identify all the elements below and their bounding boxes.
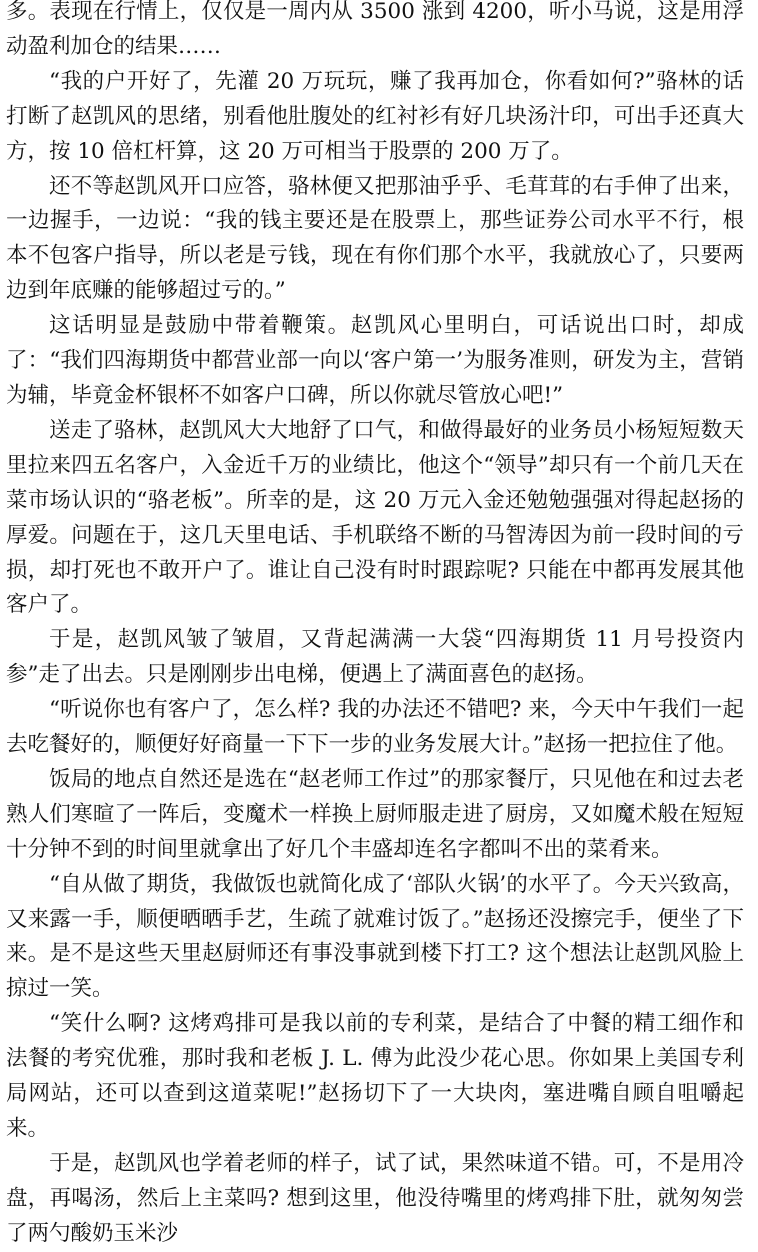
paragraph-8: 饭局的地点自然还是选在“赵老师工作过”的那家餐厅，只见他在和过去老熟人们寒暄了一阵后，变魔术一样换上厨师服走进了厨房，又如魔术般在短短十分钟不到的时间里就拿出了好几个丰盛却连名字都叫不出的菜肴来。 <box>6 766 744 862</box>
paragraph-3: 还不等赵凯风开口应答，骆林便又把那油乎乎、毛茸茸的右手伸了出来，一边握手，一边说：“我的钱主要还是在股票上，那些证券公司水平不行，根本不包客户指导，所以老是亏钱，现在有你们那个水平，我就放心了，只要两边到年底赚的能够超过亏的。” <box>6 173 744 304</box>
paragraph-4: 这话明显是鼓励中带着鞭策。赵凯风心里明白，可话说出口时，却成了：“我们四海期货中都营业部一向以‘客户第一’为服务准则，研发为主，营销为辅，毕竟金杯银杯不如客户口碑，所以你就尽管放心吧!” <box>6 313 744 408</box>
paragraph-1: 多。表现在行情上，仅仅是一周内从 3500 涨到 4200，听小马说，这是用浮动盈利加仓的结果…… <box>6 0 744 59</box>
paragraph-7: “听说你也有客户了，怎么样? 我的办法还不错吧? 来，今天中午我们一起去吃餐好的，顺便好好商量一下下一步的业务发展大计。”赵扬一把拉住了他。 <box>6 697 744 758</box>
paragraph-11: 于是，赵凯风也学着老师的样子，试了试，果然味道不错。可，不是用冷盘，再喝汤，然后上主菜吗? 想到这里，他没待嘴里的烤鸡排下肚，就匆匆尝了两勺酸奶玉米沙 <box>6 1150 744 1246</box>
paragraph-10: “笑什么啊? 这烤鸡排可是我以前的专利菜，是结合了中餐的精工细作和法餐的考究优雅，那时我和老板 J. L. 傅为此没少花心思。你如果上美国专利局网站，还可以查到这道菜呢!”赵扬切下了一大块肉，塞进嘴自顾自咀嚼起来。 <box>6 1011 744 1141</box>
paragraph-6: 于是，赵凯风皱了皱眉，又背起满满一大袋“四海期货 11 月号投资内参”走了出去。只是刚刚步出电梯，便遇上了满面喜色的赵扬。 <box>6 627 744 688</box>
paragraph-5: 送走了骆林，赵凯风大大地舒了口气，和做得最好的业务员小杨短短数天里拉来四五名客户，入金近千万的业绩比，他这个“领导”却只有一个前几天在菜市场认识的“骆老板”。所幸的是，这 20 万元入金还勉勉强强对得起赵扬的厚爱。问题在于，这几天里电话、手机联络不断的马智涛因为前一段时间的亏损，却打死也不敢开户了。谁让自己没有时时跟踪呢? 只能在中都再发展其他客户了。 <box>6 417 744 618</box>
paragraph-9: “自从做了期货，我做饭也就简化成了‘部队火锅’的水平了。今天兴致高，又来露一手，顺便晒晒手艺，生疏了就难讨饭了。”赵扬还没擦完手，便坐了下来。是不是这些天里赵厨师还有事没事就到楼下打工? 这个想法让赵凯风脸上掠过一笑。 <box>6 871 744 1002</box>
paragraph-2: “我的户开好了，先灌 20 万玩玩，赚了我再加仓，你看如何?”骆林的话打断了赵凯风的思绪，别看他肚腹处的红衬衫有好几块汤汁印，可出手还真大方，按 10 倍杠杆算，这 20 万可相当于股票的 200 万了。 <box>6 68 744 164</box>
